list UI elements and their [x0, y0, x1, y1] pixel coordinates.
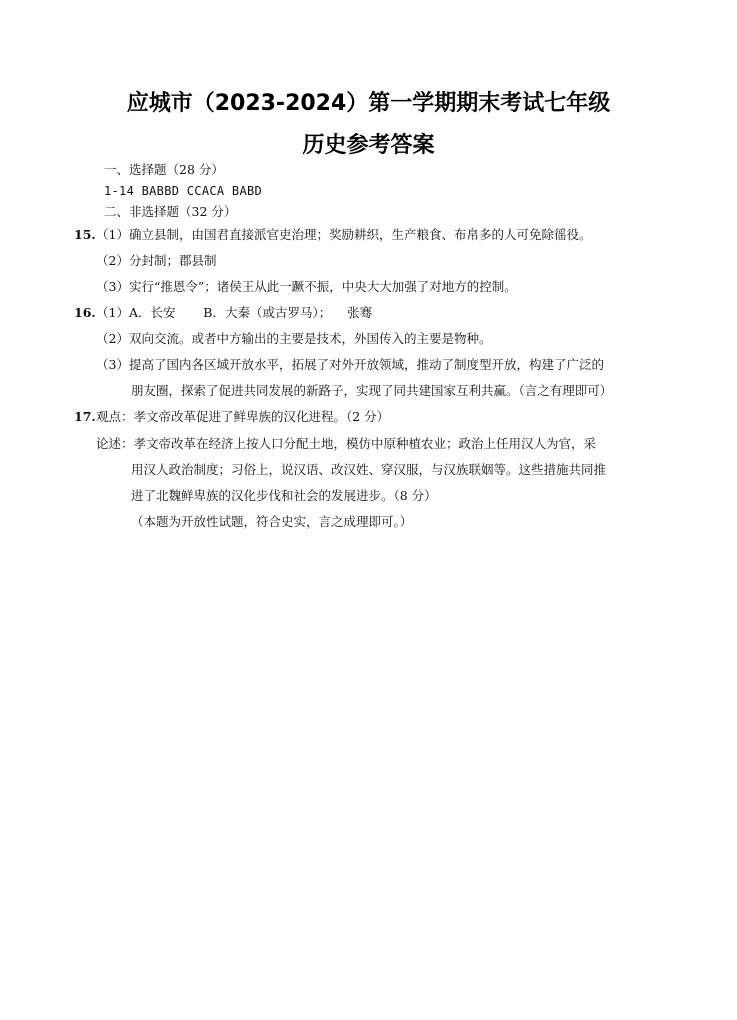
q16-part1: （1）A．长安 B．大秦（或古罗马）； 张骞	[96, 305, 373, 320]
page-title: 应城市（2023-2024）第一学期期末考试七年级	[126, 91, 611, 116]
q15-part1: （1）确立县制，由国君直接派官吏治理；奖励耕织，生产粮食、布帛多的人可免除徭役。	[96, 227, 592, 242]
q17-number: 17.	[74, 409, 96, 424]
q17-note: （本题为开放性试题，符合史实，言之成理即可。）	[131, 514, 413, 529]
section1-heading: 一、选择题（28 分）	[104, 162, 224, 177]
q16-part3-line2: 朋友圈，探索了促进共同发展的新路子，实现了同共建国家互利共赢。（言之有理即可）	[131, 383, 613, 398]
q16-number: 16.	[74, 305, 96, 320]
q17-argument-line3: 进了北魏鲜卑族的汉化步伐和社会的发展进步。（8 分）	[131, 488, 437, 503]
section2-heading: 二、非选择题（32 分）	[104, 204, 237, 219]
q16-part2: （2）双向交流。或者中方输出的主要是技术，外国传入的主要是物种。	[96, 331, 492, 346]
multiple-choice-answers: 1-14 BABBD CCACA BABD	[104, 184, 263, 198]
page-subtitle: 历史参考答案	[302, 133, 435, 158]
q17-argument-line2: 用汉人政治制度；习俗上，说汉语、改汉姓、穿汉服，与汉族联姻等。这些措施共同推	[131, 462, 607, 477]
q16-part3-line1: （3）提高了国内各区域开放水平，拓展了对外开放领域，推动了制度型开放，构建了广泛的	[96, 357, 604, 372]
q17-viewpoint: 观点：孝文帝改革促进了鲜卑族的汉化进程。（2 分）	[96, 409, 390, 424]
q15-number: 15.	[74, 227, 96, 242]
q15-part3: （3）实行“推恩令”；诸侯王从此一蹶不振，中央大大加强了对地方的控制。	[96, 279, 517, 294]
q17-argument-line1: 论述：孝文帝改革在经济上按人口分配土地，模仿中原种植农业；政治上任用汉人为官，采	[96, 436, 597, 451]
q15-part2: （2）分封制；郡县制	[96, 253, 217, 268]
